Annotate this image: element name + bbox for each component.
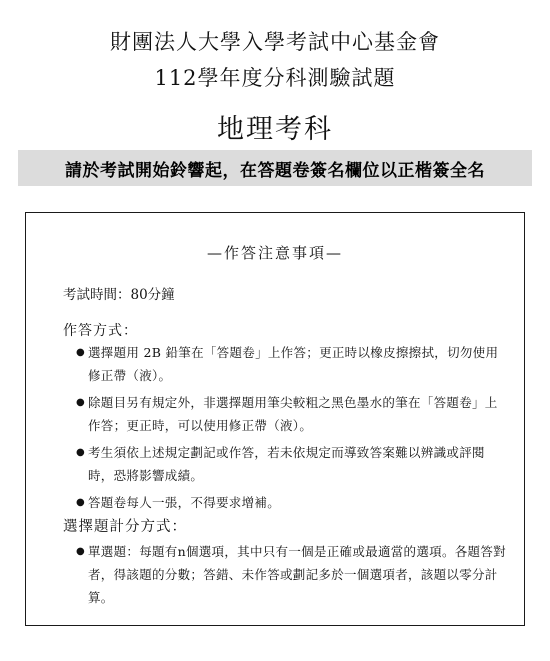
- list-item: [76, 391, 506, 437]
- notice-title: —作答注意事項—: [206, 244, 343, 262]
- answer-method-list: [76, 341, 506, 518]
- list-item: [76, 341, 506, 387]
- list-item-text: 選擇題用 2B 鉛筆在「答題卷」上作答；更正時以橡皮擦擦拭，切勿使用修正帶（液）。: [88, 345, 499, 383]
- scoring-list: [76, 540, 506, 613]
- signature-instruction-banner: [18, 150, 532, 186]
- organization-name: 財團法人大學入學考試中心基金會: [110, 30, 440, 54]
- bullet-icon: ●: [76, 447, 86, 458]
- scoring-heading: 選擇題計分方式：: [63, 519, 187, 535]
- notice-box: [25, 212, 525, 626]
- bullet-icon: ●: [76, 546, 86, 557]
- list-item-text: 除題目另有規定外，非選擇題用筆尖較粗之黑色墨水的筆在「答題卷」上作答；更正時，可以使用修正帶（液）。: [88, 395, 498, 433]
- banner-text: 請於考試開始鈴響起，在答題卷簽名欄位以正楷簽全名: [65, 160, 485, 181]
- subject-title: 地理考科: [217, 114, 333, 145]
- list-item-text: 單選題：每題有n個選項，其中只有一個是正確或最適當的選項。各題答對者，得該題的分數；答錯、未作答或劃記多於一個選項者，該題以零分計算。: [88, 544, 506, 605]
- bullet-icon: ●: [76, 347, 86, 358]
- list-item: [76, 491, 506, 514]
- answer-method-heading: 作答方式：: [63, 323, 138, 339]
- list-item: [76, 441, 506, 487]
- list-item: [76, 540, 506, 609]
- list-item-text: 考生須依上述規定劃記或作答，若未依規定而導致答案難以辨識或評閱時，恐將影響成績。: [88, 445, 485, 483]
- exam-time: 考試時間：80分鐘: [63, 287, 175, 303]
- bullet-icon: ●: [76, 497, 86, 508]
- list-item-text: 答題卷每人一張，不得要求增補。: [88, 495, 281, 510]
- bullet-icon: ●: [76, 397, 86, 408]
- exam-title: 112學年度分科測驗試題: [154, 66, 396, 90]
